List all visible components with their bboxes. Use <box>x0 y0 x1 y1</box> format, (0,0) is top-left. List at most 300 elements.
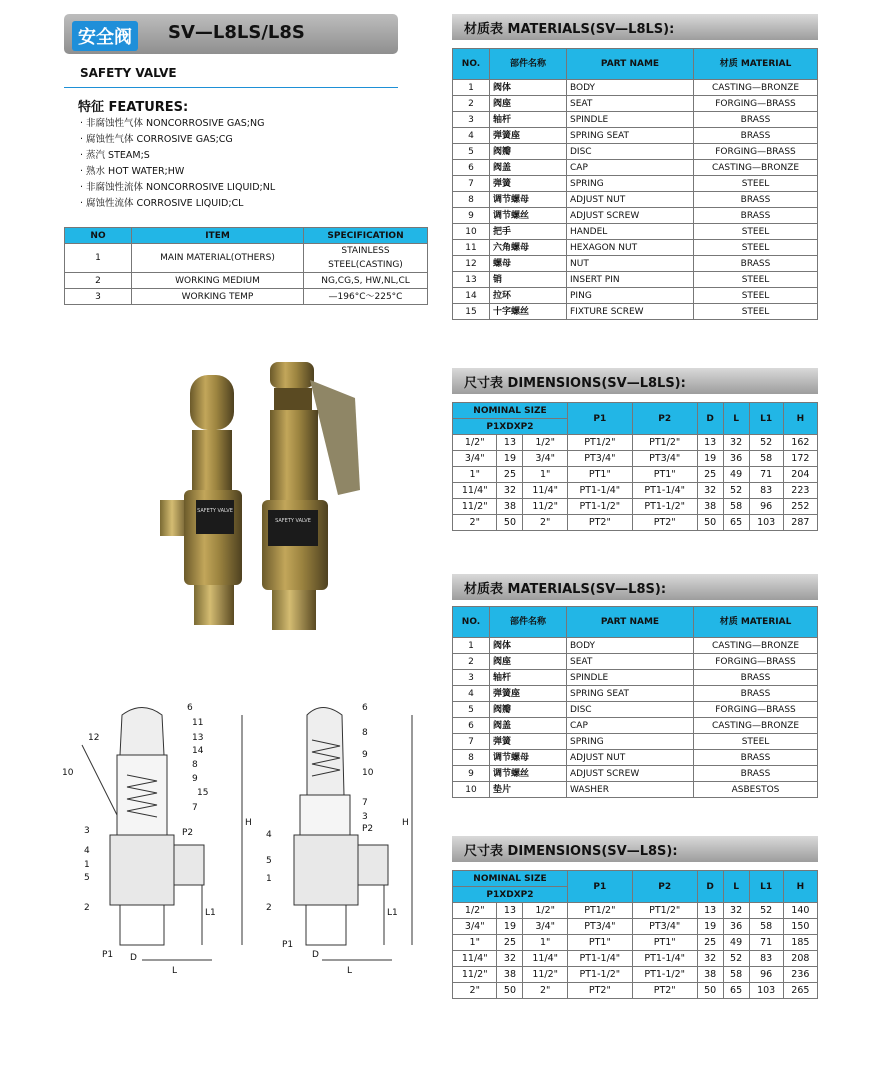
cell: 83 <box>749 483 783 499</box>
cell: WORKING MEDIUM <box>132 273 304 289</box>
col-header: H <box>783 871 817 903</box>
table-row <box>453 272 818 288</box>
cell: DISC <box>567 144 694 160</box>
cell: BRASS <box>694 686 818 702</box>
cell: 3/4" <box>523 451 567 467</box>
col-header: 材质 MATERIAL <box>694 607 818 638</box>
cell: BRASS <box>694 766 818 782</box>
cell: 11/2" <box>523 967 567 983</box>
feature-item: · 非腐蚀性流体 NONCORROSIVE LIQUID;NL <box>80 182 276 193</box>
cell: 调节螺丝 <box>490 208 567 224</box>
cell: PT2" <box>632 983 697 999</box>
col-header: NO. <box>453 49 490 80</box>
feature-item: · 熟水 HOT WATER;HW <box>80 166 185 177</box>
callout: 10 <box>62 768 74 778</box>
cell: 38 <box>497 499 523 515</box>
col-header: D <box>697 871 723 903</box>
cell: 32 <box>723 903 749 919</box>
cell: 1 <box>65 244 132 273</box>
cell: 阀座 <box>490 96 567 112</box>
callout: 3 <box>362 812 368 822</box>
cell: PT1-1/4" <box>632 951 697 967</box>
cell: 调节螺母 <box>490 750 567 766</box>
cell: BRASS <box>694 192 818 208</box>
cell: 185 <box>783 935 817 951</box>
cell: 轴杆 <box>490 670 567 686</box>
cell: 3 <box>453 670 490 686</box>
dims-l8ls-table <box>452 402 818 531</box>
cell: 阀座 <box>490 654 567 670</box>
cell: 58 <box>749 451 783 467</box>
callout: 1 <box>266 874 272 884</box>
cell: 11/4" <box>523 483 567 499</box>
table-row <box>65 244 428 273</box>
table-row <box>453 224 818 240</box>
cell: 52 <box>749 903 783 919</box>
cell: PT1" <box>632 935 697 951</box>
cell: 10 <box>453 224 490 240</box>
cell: BODY <box>567 80 694 96</box>
cell: BRASS <box>694 208 818 224</box>
cell: 65 <box>723 983 749 999</box>
feature-item: · 腐蚀性流体 CORROSIVE LIQUID;CL <box>80 198 244 209</box>
cell: 2 <box>453 96 490 112</box>
table-row <box>453 903 818 919</box>
callout: 9 <box>362 750 368 760</box>
cell: 1" <box>453 467 497 483</box>
table-row <box>453 670 818 686</box>
cell: STAINLESS STEEL(CASTING) <box>304 244 428 273</box>
col-header: 材质 MATERIAL <box>694 49 818 80</box>
table-row <box>453 304 818 320</box>
cell: 11/4" <box>523 951 567 967</box>
callout: 9 <box>192 774 198 784</box>
callout: 11 <box>192 718 204 728</box>
cell: 50 <box>497 983 523 999</box>
cell: 52 <box>723 951 749 967</box>
cell: 轴杆 <box>490 112 567 128</box>
callout: 10 <box>362 768 374 778</box>
col-header: L1 <box>749 871 783 903</box>
cell: STEEL <box>694 304 818 320</box>
cell: PT1/2" <box>632 903 697 919</box>
callout: 4 <box>84 846 90 856</box>
table-row <box>65 289 428 305</box>
cell: 50 <box>697 983 723 999</box>
cell: 销 <box>490 272 567 288</box>
subtitle-rule <box>64 87 398 88</box>
callout: 14 <box>192 746 204 756</box>
product-subtitle: SAFETY VALVE <box>80 66 177 80</box>
callout: 4 <box>266 830 272 840</box>
col-header: NO. <box>453 607 490 638</box>
cell: 103 <box>749 515 783 531</box>
cell: 3 <box>453 112 490 128</box>
nominal-size-header: NOMINAL SIZE <box>453 871 568 887</box>
cell: SPINDLE <box>567 112 694 128</box>
cell: FORGING—BRASS <box>694 702 818 718</box>
dim-label: D <box>130 953 137 963</box>
cell: WASHER <box>567 782 694 798</box>
table-row <box>453 515 818 531</box>
col-header: PART NAME <box>567 49 694 80</box>
valve-photo <box>150 350 380 640</box>
cell: 25 <box>497 935 523 951</box>
cell: 287 <box>783 515 817 531</box>
cell: 2 <box>65 273 132 289</box>
cell: PT1/2" <box>567 435 632 451</box>
col-header: PART NAME <box>567 607 694 638</box>
cell: FORGING—BRASS <box>694 144 818 160</box>
cell: 252 <box>783 499 817 515</box>
cell: SPRING <box>567 176 694 192</box>
cell: DISC <box>567 702 694 718</box>
cell: 2" <box>523 515 567 531</box>
spec-table <box>64 227 428 305</box>
table-row <box>453 80 818 96</box>
cell: 204 <box>783 467 817 483</box>
table-row <box>453 160 818 176</box>
cell: 36 <box>723 919 749 935</box>
dim-label: H <box>245 818 252 828</box>
cell: 把手 <box>490 224 567 240</box>
cell: PT3/4" <box>567 451 632 467</box>
cell: NUT <box>567 256 694 272</box>
product-model: SV—L8LS/L8S <box>168 22 305 43</box>
cell: 六角螺母 <box>490 240 567 256</box>
cell: PT1-1/2" <box>632 967 697 983</box>
table-row <box>453 288 818 304</box>
dims-l8s-header <box>452 836 818 862</box>
col-header: P1 <box>567 871 632 903</box>
cell: 58 <box>723 499 749 515</box>
cell: 3/4" <box>453 451 497 467</box>
dim-label: L1 <box>205 908 216 918</box>
callout: 3 <box>84 826 90 836</box>
materials-l8ls-table <box>452 48 818 320</box>
cell: 223 <box>783 483 817 499</box>
callout: 13 <box>192 733 204 743</box>
cell: PT1" <box>632 467 697 483</box>
cell: BRASS <box>694 112 818 128</box>
cell: 11/2" <box>453 967 497 983</box>
section-title: 尺寸表 DIMENSIONS(SV—L8LS): <box>464 376 686 391</box>
table-row <box>453 467 818 483</box>
table-row <box>453 718 818 734</box>
callout: 2 <box>84 903 90 913</box>
cell: SEAT <box>567 654 694 670</box>
cell: CAP <box>567 718 694 734</box>
col-header: P1 <box>567 403 632 435</box>
cell: 52 <box>749 435 783 451</box>
callout: 6 <box>362 703 368 713</box>
cell: BRASS <box>694 256 818 272</box>
cell: 65 <box>723 515 749 531</box>
feature-item: · 非腐蚀性气体 NONCORROSIVE GAS;NG <box>80 118 265 129</box>
table-row <box>453 499 818 515</box>
cell: 拉环 <box>490 288 567 304</box>
cell: ADJUST NUT <box>567 192 694 208</box>
cell: 6 <box>453 718 490 734</box>
materials-l8ls-header <box>452 14 818 40</box>
spec-header: SPECIFICATION <box>304 228 428 244</box>
cell: 1/2" <box>453 435 497 451</box>
cell: 11/4" <box>453 951 497 967</box>
cell: 265 <box>783 983 817 999</box>
table-row <box>453 192 818 208</box>
cell: 3/4" <box>523 919 567 935</box>
cell: 弹簧座 <box>490 686 567 702</box>
cell: 10 <box>453 782 490 798</box>
cell: PT1/2" <box>632 435 697 451</box>
features-list <box>80 116 275 212</box>
materials-l8s-header <box>452 574 818 600</box>
cell: HANDEL <box>567 224 694 240</box>
cell: 96 <box>749 967 783 983</box>
cell: PT2" <box>567 515 632 531</box>
table-row <box>453 112 818 128</box>
cell: 19 <box>697 919 723 935</box>
cell: PT1-1/4" <box>632 483 697 499</box>
cell: PING <box>567 288 694 304</box>
cell: 阀体 <box>490 80 567 96</box>
cell: CASTING—BRONZE <box>694 718 818 734</box>
callout: 8 <box>192 760 198 770</box>
cell: 71 <box>749 467 783 483</box>
cell: 十字螺丝 <box>490 304 567 320</box>
cell: PT3/4" <box>567 919 632 935</box>
cell: 弹簧 <box>490 734 567 750</box>
cell: —196°C～225°C <box>304 289 428 305</box>
cell: STEEL <box>694 224 818 240</box>
cell: 2" <box>453 983 497 999</box>
cell: WORKING TEMP <box>132 289 304 305</box>
cell: 1/2" <box>523 903 567 919</box>
cell: MAIN MATERIAL(OTHERS) <box>132 244 304 273</box>
cell: CAP <box>567 160 694 176</box>
table-row <box>453 686 818 702</box>
cell: 1 <box>453 638 490 654</box>
cell: 38 <box>497 967 523 983</box>
table-row <box>453 96 818 112</box>
cell: SPRING <box>567 734 694 750</box>
cell: 32 <box>697 951 723 967</box>
feature-item: · 蒸汽 STEAM;S <box>80 150 150 161</box>
cell: 140 <box>783 903 817 919</box>
cell: STEEL <box>694 288 818 304</box>
table-row <box>453 782 818 798</box>
table-row <box>453 638 818 654</box>
spec-header: ITEM <box>132 228 304 244</box>
cell: SPRING SEAT <box>567 686 694 702</box>
cell: 阀瓣 <box>490 144 567 160</box>
cell: PT1/2" <box>567 903 632 919</box>
cell: 15 <box>453 304 490 320</box>
cell: 49 <box>723 935 749 951</box>
section-title: 材质表 MATERIALS(SV—L8S): <box>464 582 667 597</box>
table-row <box>453 176 818 192</box>
cell: 弹簧 <box>490 176 567 192</box>
cell: INSERT PIN <box>567 272 694 288</box>
cell: 13 <box>697 435 723 451</box>
left-valve-cap <box>190 375 234 430</box>
cell: 36 <box>723 451 749 467</box>
nominal-size-header: NOMINAL SIZE <box>453 403 568 419</box>
cell: 32 <box>697 483 723 499</box>
cell: 8 <box>453 192 490 208</box>
cell: 阀体 <box>490 638 567 654</box>
nominal-size-subheader: P1XDXP2 <box>453 887 568 903</box>
dim-label: D <box>312 950 319 960</box>
section-title: 材质表 MATERIALS(SV—L8LS): <box>464 22 675 37</box>
feature-item: · 腐蚀性气体 CORROSIVE GAS;CG <box>80 134 233 145</box>
cell: PT3/4" <box>632 919 697 935</box>
callout: 7 <box>362 798 368 808</box>
cell: STEEL <box>694 734 818 750</box>
cell: 25 <box>497 467 523 483</box>
cell: 71 <box>749 935 783 951</box>
table-row <box>453 951 818 967</box>
cell: 2" <box>523 983 567 999</box>
table-row <box>453 483 818 499</box>
cell: STEEL <box>694 176 818 192</box>
cell: BODY <box>567 638 694 654</box>
cell: 1" <box>523 467 567 483</box>
cell: 25 <box>697 467 723 483</box>
col-header: D <box>697 403 723 435</box>
cell: 162 <box>783 435 817 451</box>
col-header: H <box>783 403 817 435</box>
cell: CASTING—BRONZE <box>694 80 818 96</box>
callout: 1 <box>84 860 90 870</box>
cell: SEAT <box>567 96 694 112</box>
drawing-l8ls <box>62 695 252 985</box>
dim-label: L1 <box>387 908 398 918</box>
cell: 7 <box>453 176 490 192</box>
cell: 1 <box>453 80 490 96</box>
cell: CASTING—BRONZE <box>694 638 818 654</box>
cell: 1" <box>453 935 497 951</box>
cell: 12 <box>453 256 490 272</box>
cell: STEEL <box>694 272 818 288</box>
cell: PT1-1/4" <box>567 951 632 967</box>
cell: ASBESTOS <box>694 782 818 798</box>
cell: 螺母 <box>490 256 567 272</box>
dim-label: P2 <box>182 828 194 838</box>
cell: 11 <box>453 240 490 256</box>
table-row <box>453 654 818 670</box>
col-header: 部件名称 <box>490 49 567 80</box>
col-header: L <box>723 871 749 903</box>
cell: FORGING—BRASS <box>694 654 818 670</box>
cell: 19 <box>497 919 523 935</box>
cell: 11/2" <box>523 499 567 515</box>
cell: ADJUST NUT <box>567 750 694 766</box>
dims-l8s-table <box>452 870 818 999</box>
cell: 1/2" <box>523 435 567 451</box>
cell: 50 <box>497 515 523 531</box>
cell: 38 <box>697 499 723 515</box>
cell: 13 <box>697 903 723 919</box>
cell: 垫片 <box>490 782 567 798</box>
cell: 5 <box>453 144 490 160</box>
cell: NG,CG,S, HW,NL,CL <box>304 273 428 289</box>
cell: 3/4" <box>453 919 497 935</box>
callout: 6 <box>187 703 193 713</box>
cell: 49 <box>723 467 749 483</box>
nominal-size-subheader: P1XDXP2 <box>453 419 568 435</box>
callout: 8 <box>362 728 368 738</box>
cell: FORGING—BRASS <box>694 96 818 112</box>
callout: 7 <box>192 803 198 813</box>
dim-label: L <box>172 966 178 976</box>
cell: BRASS <box>694 128 818 144</box>
section-title: 尺寸表 DIMENSIONS(SV—L8S): <box>464 844 678 859</box>
cell: 32 <box>723 435 749 451</box>
cell: 58 <box>749 919 783 935</box>
cell: 32 <box>497 951 523 967</box>
cell: 9 <box>453 208 490 224</box>
cell: 调节螺母 <box>490 192 567 208</box>
cell: 6 <box>453 160 490 176</box>
left-valve-label: SAFETY VALVE <box>197 508 233 514</box>
table-row <box>453 256 818 272</box>
cell: 弹簧座 <box>490 128 567 144</box>
table-row <box>453 240 818 256</box>
table-row <box>453 702 818 718</box>
cell: 172 <box>783 451 817 467</box>
cell: PT1" <box>567 935 632 951</box>
cell: 50 <box>697 515 723 531</box>
features-title: 特征 FEATURES: <box>78 100 189 115</box>
col-header: P2 <box>632 403 697 435</box>
cell: 52 <box>723 483 749 499</box>
callout: 5 <box>266 856 272 866</box>
table-row <box>453 919 818 935</box>
cell: 96 <box>749 499 783 515</box>
cell: 19 <box>497 451 523 467</box>
cell: SPRING SEAT <box>567 128 694 144</box>
callout: 15 <box>197 788 209 798</box>
product-badge: 安全阀 <box>72 21 138 51</box>
cell: PT2" <box>632 515 697 531</box>
cell: PT1-1/2" <box>567 967 632 983</box>
table-row <box>453 967 818 983</box>
cell: STEEL <box>694 240 818 256</box>
cell: 调节螺丝 <box>490 766 567 782</box>
callout: 5 <box>84 873 90 883</box>
drawing-l8s <box>262 695 422 985</box>
cell: 2 <box>453 654 490 670</box>
cell: 11/4" <box>453 483 497 499</box>
cell: 150 <box>783 919 817 935</box>
cell: 阀瓣 <box>490 702 567 718</box>
table-row <box>453 128 818 144</box>
cell: ADJUST SCREW <box>567 208 694 224</box>
cell: 25 <box>697 935 723 951</box>
cell: SPINDLE <box>567 670 694 686</box>
callout: 12 <box>88 733 100 743</box>
cell: 5 <box>453 702 490 718</box>
cell: 8 <box>453 750 490 766</box>
dim-label: P1 <box>102 950 114 960</box>
cell: 83 <box>749 951 783 967</box>
dims-l8ls-header <box>452 368 818 394</box>
cell: 阀盖 <box>490 718 567 734</box>
cell: 236 <box>783 967 817 983</box>
cell: 208 <box>783 951 817 967</box>
table-row <box>65 273 428 289</box>
